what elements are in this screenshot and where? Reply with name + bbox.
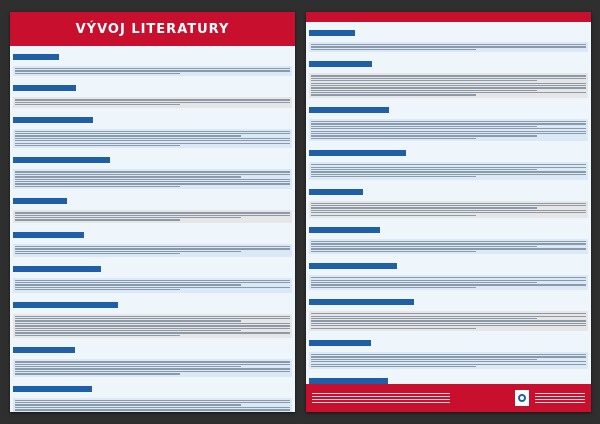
section-heading xyxy=(309,340,371,346)
section-body xyxy=(309,201,588,218)
document-section xyxy=(13,380,292,412)
document-section xyxy=(13,192,292,223)
document-section xyxy=(309,334,588,369)
section-heading xyxy=(309,107,389,113)
publisher-logo-icon xyxy=(515,390,529,406)
section-heading xyxy=(13,54,59,60)
document-section xyxy=(13,111,292,149)
footer-text-block xyxy=(312,391,509,406)
section-body xyxy=(309,352,588,369)
section-body xyxy=(309,119,588,141)
section-body xyxy=(309,42,588,52)
document-section xyxy=(13,260,292,293)
right-page xyxy=(306,12,591,412)
section-heading xyxy=(13,347,75,353)
section-heading xyxy=(309,61,372,67)
section-heading xyxy=(309,227,380,233)
document-section xyxy=(309,144,588,179)
document-section xyxy=(309,101,588,141)
document-section xyxy=(13,226,292,257)
footer-contact-block xyxy=(535,391,585,406)
section-body xyxy=(13,359,292,376)
document-section xyxy=(13,151,292,189)
document-section xyxy=(309,183,588,218)
section-body xyxy=(13,66,292,76)
top-strip xyxy=(306,12,591,22)
section-body xyxy=(13,97,292,107)
section-heading xyxy=(13,266,101,272)
document-section xyxy=(309,55,588,98)
section-body xyxy=(309,239,588,254)
section-heading xyxy=(309,150,406,156)
section-heading xyxy=(13,302,118,308)
section-body xyxy=(13,244,292,257)
section-heading xyxy=(13,157,110,163)
section-heading xyxy=(309,189,363,195)
left-page xyxy=(10,12,295,412)
document-section xyxy=(309,293,588,331)
section-heading xyxy=(309,30,355,36)
section-heading xyxy=(309,263,397,269)
document-section xyxy=(13,341,292,376)
footer xyxy=(306,384,591,412)
right-content xyxy=(306,22,591,403)
section-heading xyxy=(309,299,414,305)
document-section xyxy=(13,48,292,76)
section-heading xyxy=(13,117,93,123)
section-body xyxy=(309,73,588,98)
section-body xyxy=(13,398,292,412)
title-bar xyxy=(10,12,295,46)
section-heading xyxy=(13,232,84,238)
document-section xyxy=(309,257,588,290)
section-body xyxy=(309,275,588,290)
page-title: VÝVOJ LITERATURY xyxy=(75,21,230,37)
section-body xyxy=(13,210,292,223)
document-section xyxy=(13,79,292,107)
section-body xyxy=(13,314,292,339)
left-content xyxy=(10,46,295,412)
document-section xyxy=(13,296,292,339)
section-body xyxy=(309,311,588,331)
document-section xyxy=(309,24,588,52)
document-section xyxy=(309,221,588,254)
section-heading xyxy=(13,386,92,392)
section-body xyxy=(13,129,292,149)
section-body xyxy=(309,162,588,179)
section-body xyxy=(13,278,292,293)
section-heading xyxy=(13,85,76,91)
section-heading xyxy=(13,198,67,204)
section-body xyxy=(13,169,292,189)
